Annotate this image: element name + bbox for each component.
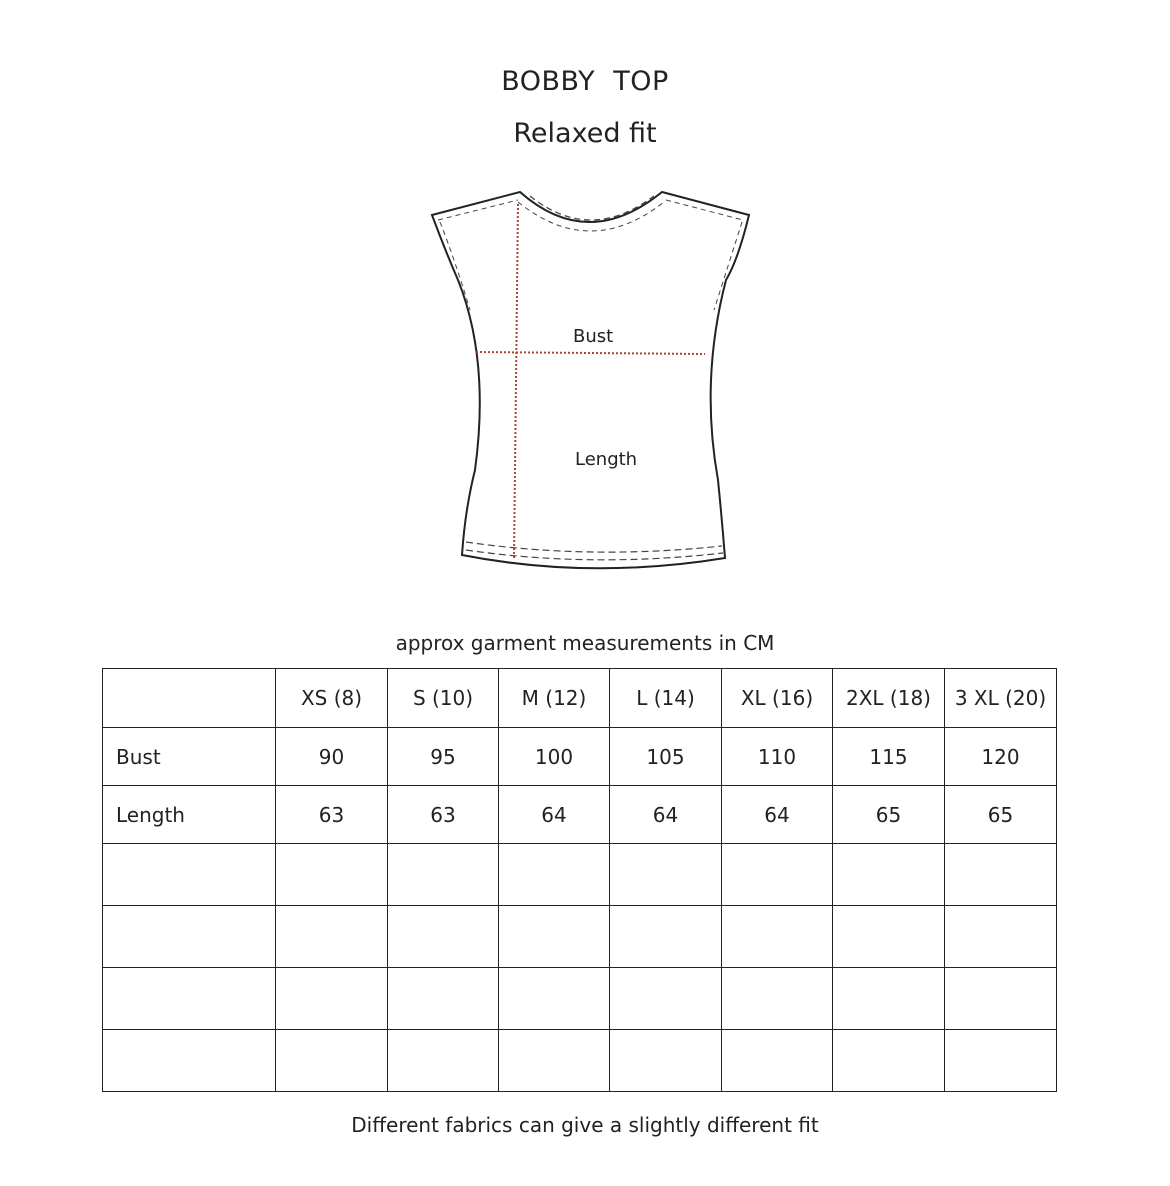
empty-cell <box>722 906 833 968</box>
empty-cell <box>103 1030 276 1092</box>
table-cell: 65 <box>833 786 945 844</box>
empty-row <box>103 1030 1057 1092</box>
empty-cell <box>722 1030 833 1092</box>
empty-cell <box>499 1030 610 1092</box>
empty-row <box>103 968 1057 1030</box>
hem-stitch-1 <box>466 542 722 552</box>
measurement-caption: approx garment measurements in CM <box>395 631 775 655</box>
table-cell: 95 <box>388 728 499 786</box>
row-label: Length <box>103 786 276 844</box>
table-cell: 63 <box>388 786 499 844</box>
empty-cell <box>388 968 499 1030</box>
hem-stitch-2 <box>466 550 723 560</box>
header-cell: 2XL (18) <box>833 669 945 728</box>
empty-cell <box>833 968 945 1030</box>
top-outline-drawing <box>400 180 780 590</box>
header-cell: XS (8) <box>276 669 388 728</box>
empty-cell <box>388 906 499 968</box>
header-cell <box>103 669 276 728</box>
length-label: Length <box>575 449 638 470</box>
empty-cell <box>276 968 388 1030</box>
table-cell: 115 <box>833 728 945 786</box>
empty-cell <box>722 844 833 906</box>
table-cell: 120 <box>945 728 1057 786</box>
empty-cell <box>103 906 276 968</box>
header-cell: 3 XL (20) <box>945 669 1057 728</box>
empty-row <box>103 844 1057 906</box>
fit-footnote: Different fabrics can give a slightly different fit <box>351 1113 819 1137</box>
empty-cell <box>103 844 276 906</box>
garment-outline <box>432 192 749 568</box>
empty-cell <box>610 1030 722 1092</box>
table-cell: 64 <box>499 786 610 844</box>
bust-label: Bust <box>573 326 614 347</box>
empty-cell <box>499 968 610 1030</box>
garment-diagram <box>400 180 780 590</box>
header-cell: L (14) <box>610 669 722 728</box>
table-cell: 65 <box>945 786 1057 844</box>
table-row <box>103 786 1057 844</box>
empty-cell <box>388 844 499 906</box>
header-cell: XL (16) <box>722 669 833 728</box>
table-cell: 64 <box>610 786 722 844</box>
empty-cell <box>276 1030 388 1092</box>
empty-cell <box>103 968 276 1030</box>
table-cell: 64 <box>722 786 833 844</box>
size-chart-table <box>102 668 1057 1092</box>
header-cell: S (10) <box>388 669 499 728</box>
fit-subtitle: Relaxed fit <box>513 118 657 149</box>
empty-cell <box>499 906 610 968</box>
empty-cell <box>945 968 1057 1030</box>
empty-cell <box>833 906 945 968</box>
table-cell: 110 <box>722 728 833 786</box>
table-cell: 63 <box>276 786 388 844</box>
page-title: BOBBY TOP <box>501 66 669 97</box>
table-cell: 105 <box>610 728 722 786</box>
armhole-stitch-left <box>440 222 470 310</box>
row-label: Bust <box>103 728 276 786</box>
table-cell: 90 <box>276 728 388 786</box>
table-header-row <box>103 669 1057 728</box>
empty-cell <box>610 844 722 906</box>
empty-row <box>103 906 1057 968</box>
empty-cell <box>833 1030 945 1092</box>
length-measure-line <box>514 204 518 558</box>
empty-cell <box>833 844 945 906</box>
empty-cell <box>945 844 1057 906</box>
empty-cell <box>722 968 833 1030</box>
empty-cell <box>499 844 610 906</box>
table-row <box>103 728 1057 786</box>
empty-cell <box>610 968 722 1030</box>
neck-stitch <box>530 196 654 220</box>
table-cell: 100 <box>499 728 610 786</box>
empty-cell <box>610 906 722 968</box>
empty-cell <box>945 906 1057 968</box>
empty-cell <box>276 906 388 968</box>
bust-measure-line <box>476 352 705 354</box>
header-cell: M (12) <box>499 669 610 728</box>
empty-cell <box>388 1030 499 1092</box>
empty-cell <box>945 1030 1057 1092</box>
armhole-stitch-right <box>714 222 742 310</box>
empty-cell <box>276 844 388 906</box>
